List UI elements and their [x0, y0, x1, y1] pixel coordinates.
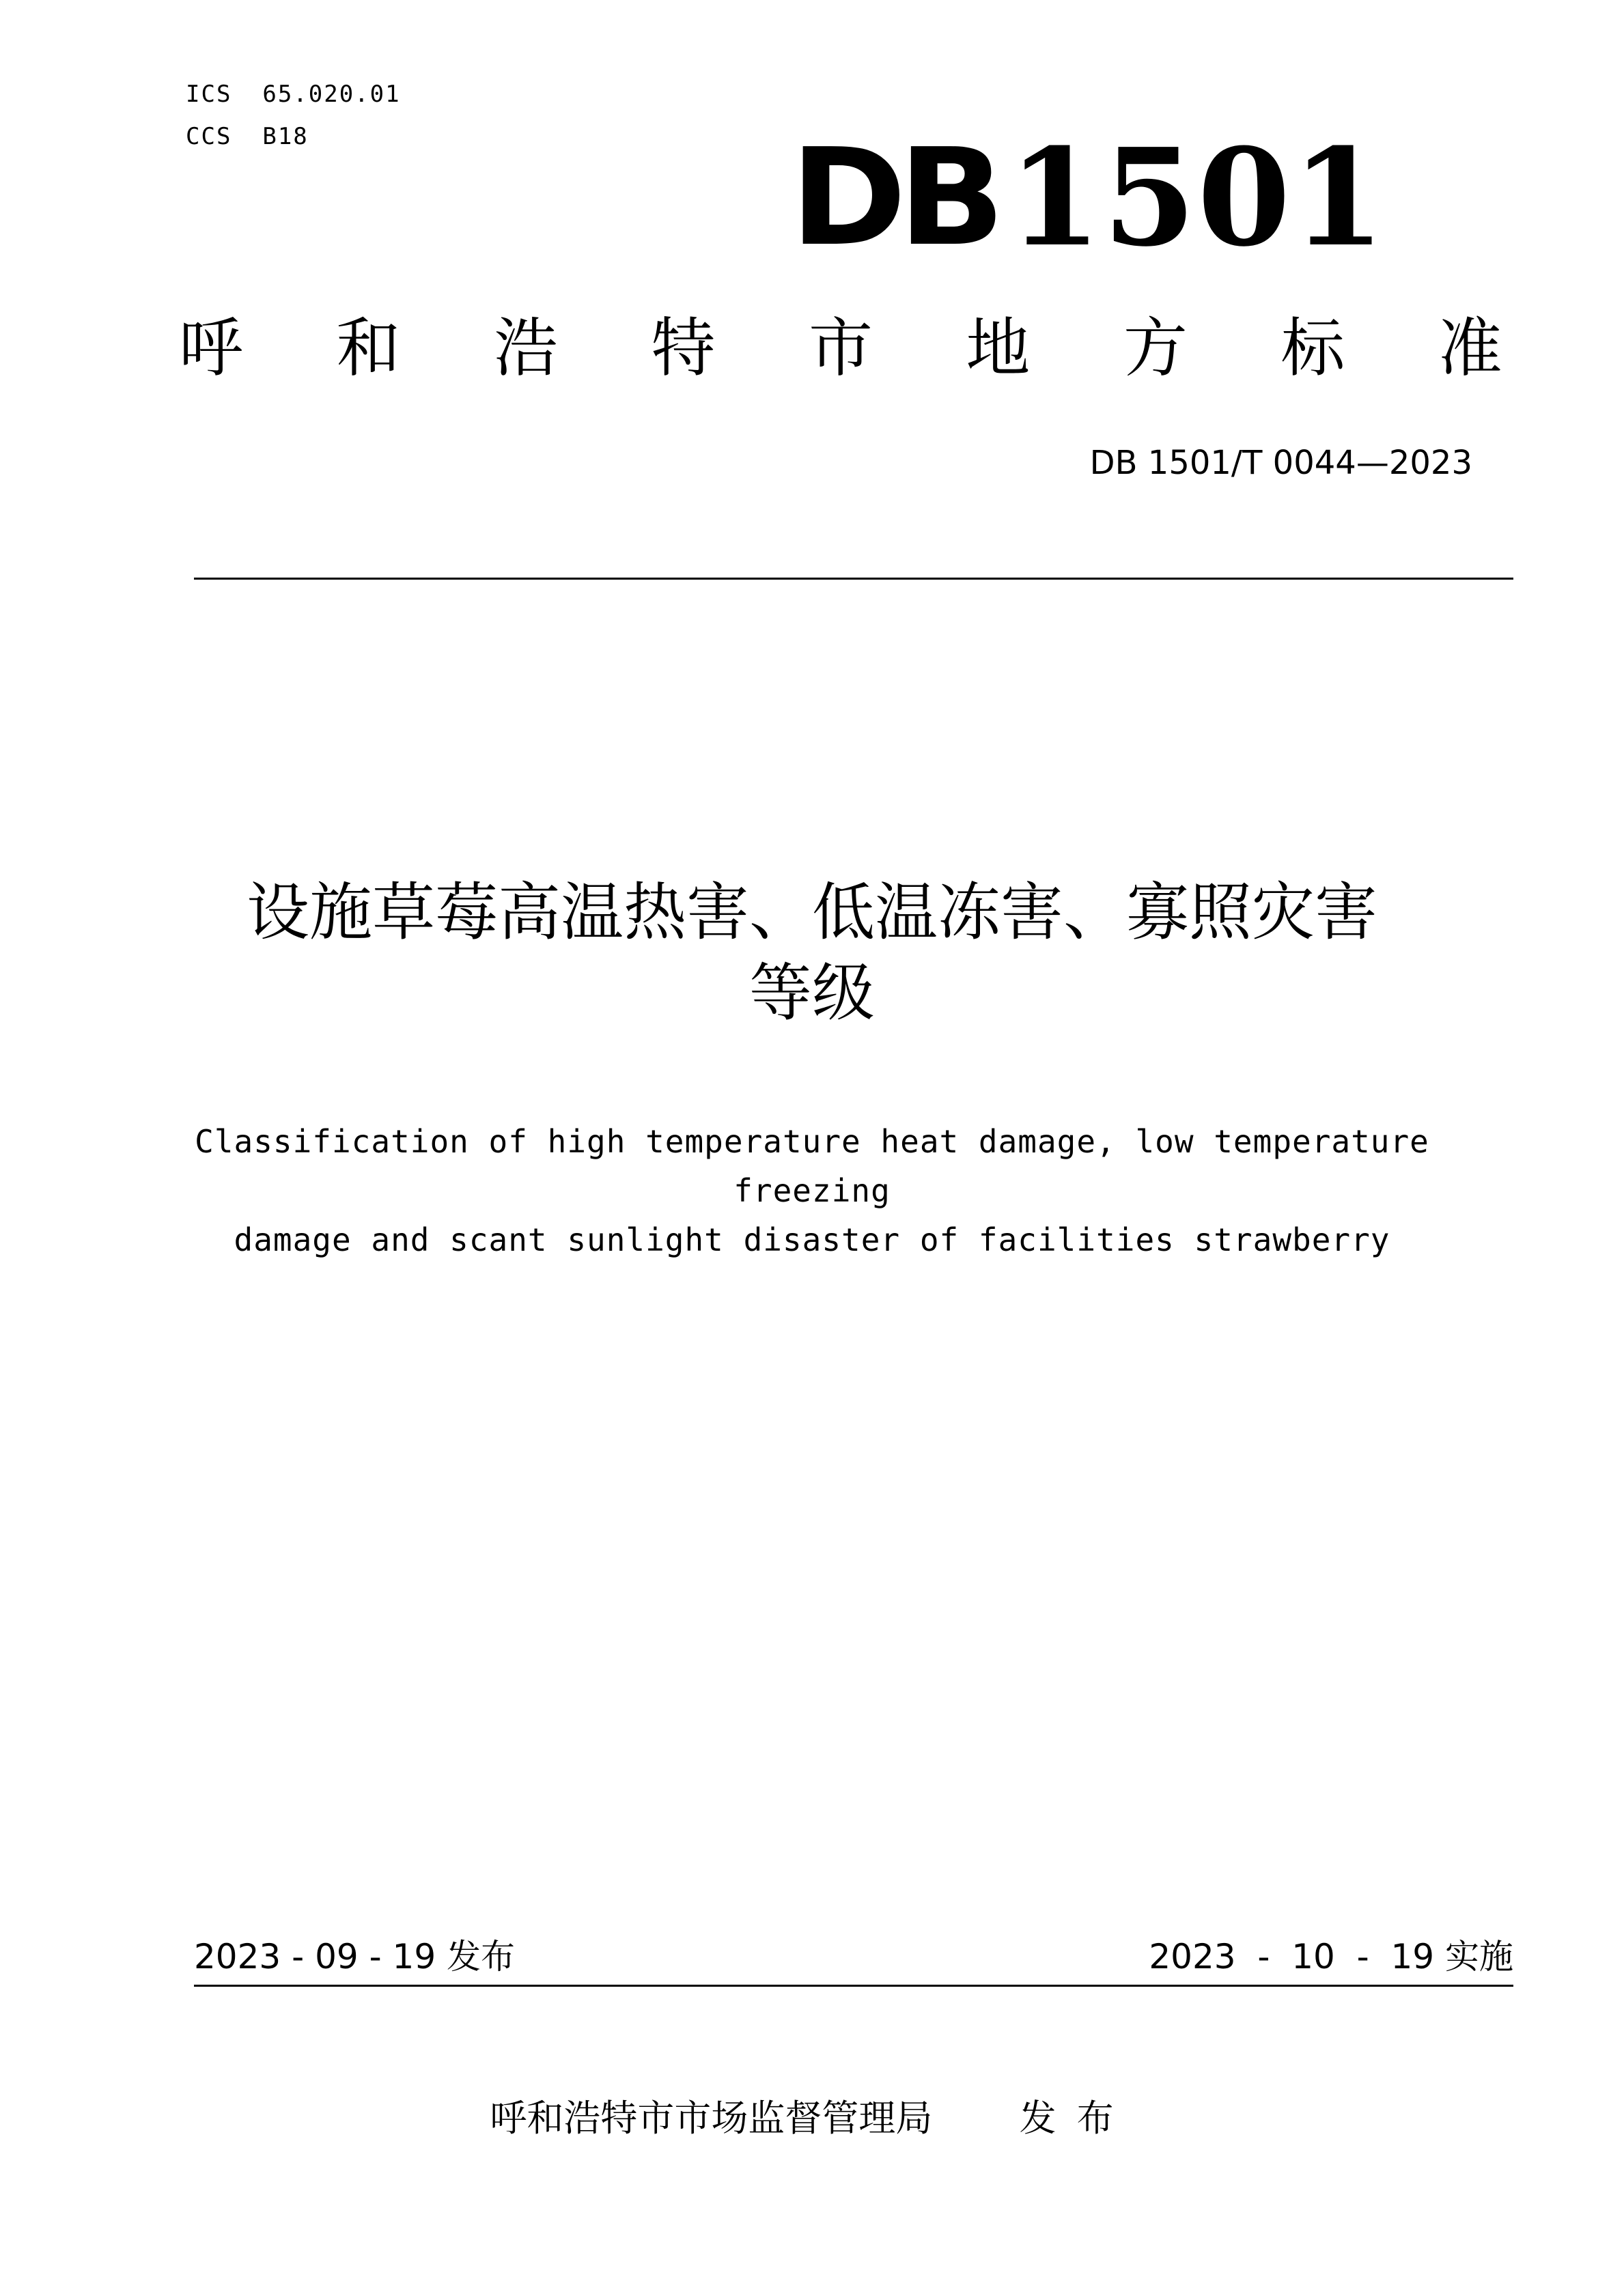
standard-kind-char: 呼	[179, 311, 244, 386]
standard-kind-char: 特	[651, 311, 716, 386]
db-logo-code: 1501	[1008, 119, 1386, 277]
english-title-line-1: Classification of high temperature heat damage, low temperature freezing	[195, 1123, 1429, 1209]
bottom-divider	[194, 1985, 1513, 1987]
top-divider	[194, 578, 1513, 580]
implementation-date: 2023 - 10 - 19 实施	[1149, 1937, 1513, 1976]
issuer-name: 呼和浩特市市场监督管理局	[490, 2097, 933, 2140]
standard-kind-char: 地	[966, 311, 1031, 386]
standard-kind-heading	[179, 311, 1502, 386]
standard-kind-char: 市	[808, 311, 873, 386]
standard-kind-char: 标	[1280, 311, 1345, 386]
standard-kind-char: 准	[1438, 311, 1502, 386]
chinese-title-line-2: 等级	[748, 956, 875, 1030]
chinese-title-line-1: 设施草莓高温热害、低温冻害、寡照灾害	[246, 876, 1377, 949]
english-title-line-2: damage and scant sunlight disaster of facilities strawberry	[234, 1221, 1390, 1258]
standard-kind-char: 方	[1123, 311, 1188, 386]
standard-kind-char: 和	[336, 311, 401, 386]
chinese-title	[137, 873, 1487, 1034]
db-standard-logo	[790, 119, 1386, 277]
standard-number: DB 1501/T 0044—2023	[1089, 444, 1472, 482]
english-title	[137, 1117, 1487, 1264]
issuer-line	[0, 2096, 1624, 2141]
db-logo-prefix: DB	[790, 120, 997, 276]
ics-code: ICS 65.020.01	[186, 81, 401, 108]
ccs-code: CCS B18	[186, 123, 309, 150]
standard-kind-char: 浩	[493, 311, 558, 386]
issue-date: 2023 - 09 - 19 发布	[194, 1937, 516, 1976]
issuer-action: 发布	[1019, 2097, 1134, 2140]
